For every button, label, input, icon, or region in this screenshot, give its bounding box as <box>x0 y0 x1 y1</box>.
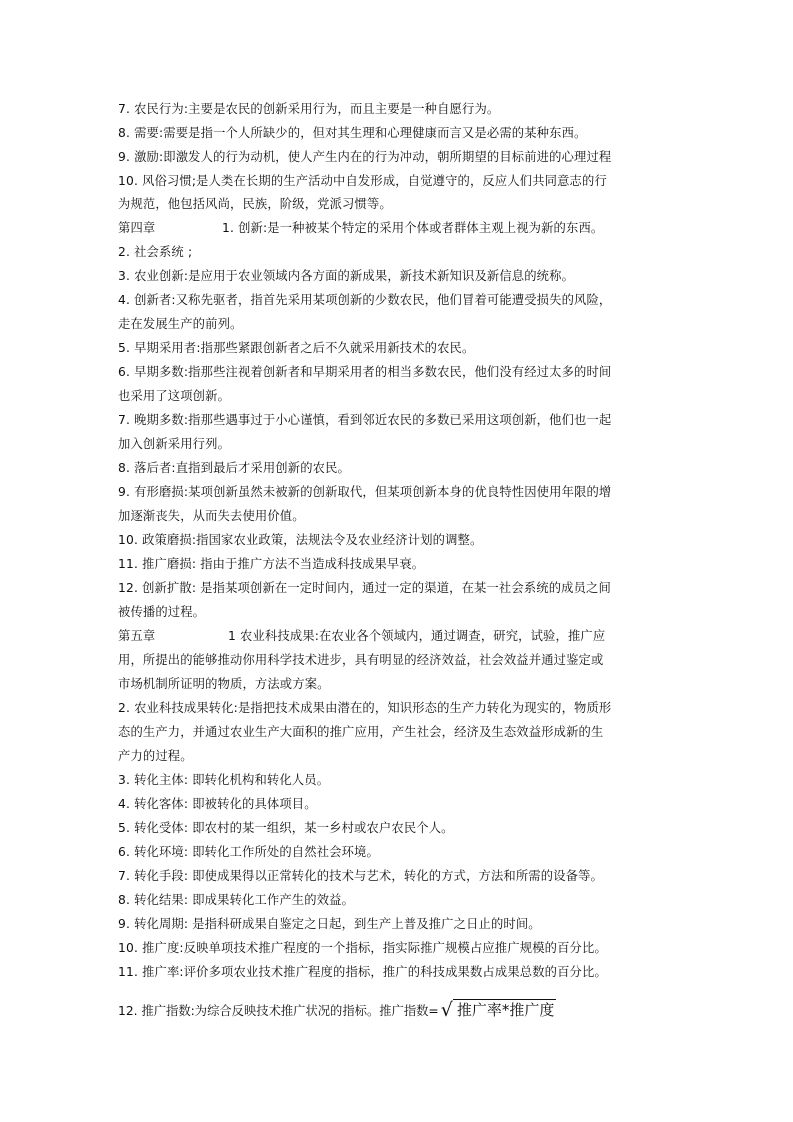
text-line: 4. 创新者:又称先驱者，指首先采用某项创新的少数农民，他们冒着可能遭受损失的风险， <box>118 293 612 307</box>
text-line: 9. 激励:即激发人的行为动机，使人产生内在的行为冲动，朝所期望的目标前进的心理过程 <box>118 150 612 164</box>
text-line: 3. 转化主体: 即转化机构和转化人员。 <box>118 773 330 787</box>
square-root-radicand: 推广率*推广度 <box>453 999 557 1019</box>
text-line: 11. 推广磨损: 指由于推广方法不当造成科技成果早衰。 <box>118 557 425 571</box>
chapter-4-first-item: 1. 创新:是一种被某个特定的采用个体或者群体主观上视为新的东西。 <box>222 221 604 235</box>
text-line: 市场机制所证明的物质，方法或方案。 <box>118 677 330 691</box>
text-line: 用，所提出的能够推动你用科学技术进步，具有明显的经济效益，社会效益并通过鉴定或 <box>118 653 604 667</box>
text-line: 态的生产力，并通过农业生产大面积的推广应用，产生社会，经济及生态效益形成新的生 <box>118 725 604 739</box>
text-line: 7. 晚期多数:指那些遇事过于小心谨慎，看到邻近农民的多数已采用这项创新，他们也一起 <box>118 413 612 427</box>
text-line: 也采用了这项创新。 <box>118 389 231 403</box>
text-line: 7. 农民行为:主要是农民的创新采用行为，而且主要是一种自愿行为。 <box>118 102 500 116</box>
text-line: 11. 推广率:评价多项农业技术推广程度的指标，推广的科技成果数占成果总数的百分比。 <box>118 965 607 979</box>
text-line: 2. 农业科技成果转化:是指把技术成果由潜在的，知识形态的生产力转化为现实的，物质形 <box>118 701 612 715</box>
text-line: 8. 落后者:直指到最后才采用创新的农民。 <box>118 461 350 475</box>
text-line: 6. 转化环境: 即转化工作所处的自然社会环境。 <box>118 845 379 859</box>
chapter-5-label: 第五章 <box>118 629 156 643</box>
text-line: 10. 推广度:反映单项技术推广程度的一个指标，指实际推广规模占应推广规模的百分比。 <box>118 941 607 955</box>
text-line: 被传播的过程。 <box>118 605 206 619</box>
chapter-5-first-item: 1 农业科技成果:在农业各个领域内，通过调查，研究，试验，推广应 <box>228 629 606 643</box>
text-line: 10. 风俗习惯;是人类在长期的生产活动中自发形成，自觉遵守的，反应人们共同意志的行 <box>118 174 607 188</box>
chapter-5-heading-line <box>118 628 698 644</box>
text-line: 加入创新采用行列。 <box>118 437 231 451</box>
text-line: 为规范，他包括风尚，民族，阶级，党派习惯等。 <box>118 197 392 211</box>
text-line: 产力的过程。 <box>118 749 193 763</box>
text-line: 5. 转化受体: 即农村的某一组织，某一乡村或农户农民个人。 <box>118 821 454 835</box>
text-line: 10. 政策磨损:指国家农业政策，法规法令及农业经济计划的调整。 <box>118 533 483 547</box>
formula-line <box>118 999 556 1023</box>
chapter-4-heading-line <box>118 220 698 236</box>
text-line: 3. 农业创新:是应用于农业领域内各方面的新成果，新技术新知识及新信息的统称。 <box>118 269 575 283</box>
text-line: 12. 创新扩散: 是指某项创新在一定时间内，通过一定的渠道，在某一社会系统的成员之间 <box>118 581 611 595</box>
text-line: 5. 早期采用者:指那些紧跟创新者之后不久就采用新技术的农民。 <box>118 341 475 355</box>
formula-prefix: 12. 推广指数:为综合反映技术推广状况的指标。推广指数= <box>118 1004 439 1018</box>
text-line: 7. 转化手段: 即使成果得以正常转化的技术与艺术，转化的方式，方法和所需的设备等。 <box>118 869 603 883</box>
text-line: 2. 社会系统 ; <box>118 245 193 259</box>
square-root-symbol: √ <box>440 999 453 1021</box>
text-line: 走在发展生产的前列。 <box>118 317 243 331</box>
text-line: 9. 转化周期: 是指科研成果自鉴定之日起，到生产上普及推广之日止的时间。 <box>118 917 541 931</box>
text-line: 8. 需要:需要是指一个人所缺少的，但对其生理和心理健康而言又是必需的某种东西。 <box>118 126 587 140</box>
text-line: 6. 早期多数:指那些注视着创新者和早期采用者的相当多数农民，他们没有经过太多的时间 <box>118 365 612 379</box>
text-line: 加逐渐丧失，从而失去使用价值。 <box>118 509 305 523</box>
text-line: 9. 有形磨损:某项创新虽然未被新的创新取代，但某项创新本身的优良特性因使用年限的增 <box>118 485 612 499</box>
text-line: 4. 转化客体: 即被转化的具体项目。 <box>118 797 317 811</box>
chapter-4-label: 第四章 <box>118 221 156 235</box>
text-line: 8. 转化结果: 即成果转化工作产生的效益。 <box>118 893 355 907</box>
